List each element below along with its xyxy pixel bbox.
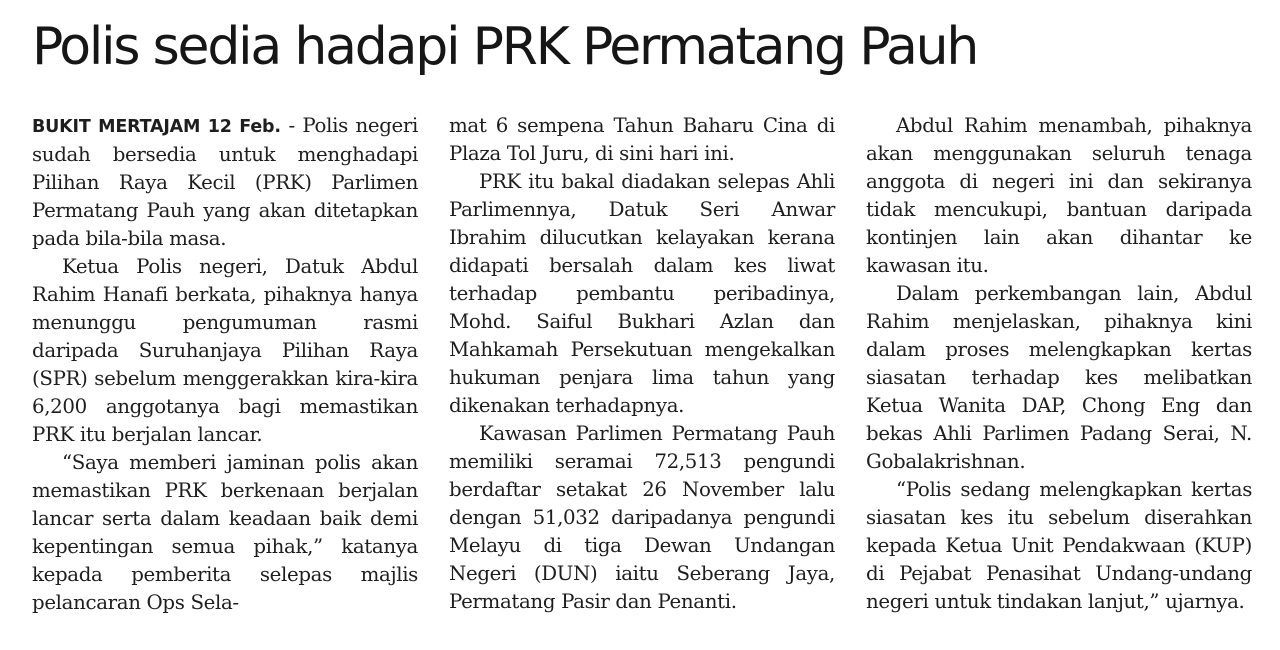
- paragraph: Dalam perkembangan lain, Abdul Rahim menjelaskan, pihaknya kini dalam proses melengkapkan kertas siasatan terhadap kes melibatkan Ketua Wanita DAP, Chong Eng dan bekas Ahli Parlimen Padang Serai, N. Gobalakrishnan.: [866, 282, 1252, 473]
- headline: Polis sedia hadapi PRK Permatang Pauh: [32, 17, 978, 77]
- paragraph: Abdul Rahim menambah, pihaknya akan menggunakan seluruh tenaga anggota di negeri ini dan sekiranya tidak mencukupi, bantuan daripada kontinjen lain akan dihantar ke kawasan itu.: [866, 114, 1252, 277]
- paragraph: “Polis sedang melengkapkan kertas siasatan kes itu sebelum diserahkan kepada Ketua Unit Pendakwaan (KUP) di Pejabat Penasihat Undang-undang negeri untuk tindakan lanjut,” ujarnya.: [866, 478, 1252, 613]
- column-3: [866, 112, 1252, 616]
- dateline: BUKIT MERTAJAM 12 Feb.: [32, 117, 281, 137]
- paragraph: [32, 112, 418, 253]
- paragraph: PRK itu bakal diadakan selepas Ahli Parlimennya, Datuk Seri Anwar Ibrahim dilucutkan kelayakan kerana didapati bersalah dalam kes liwat terhadap pembantu peribadinya, Mohd. Saiful Bukhari Azlan dan Mahkamah Persekutuan mengekalkan hukuman penjara lima tahun yang dikenakan terhadapnya.: [449, 170, 835, 417]
- paragraph: Ketua Polis negeri, Datuk Abdul Rahim Hanafi berkata, pihaknya hanya menunggu pengumuman rasmi daripada Suruhanjaya Pilihan Raya (SPR) sebelum menggerakkan kira-kira 6,200 anggotanya bagi memastikan PRK itu berjalan lancar.: [32, 255, 418, 446]
- paragraph: Kawasan Parlimen Permatang Pauh memiliki seramai 72,513 pengundi berdaftar setakat 26 November lalu dengan 51,032 daripadanya pengundi Melayu di tiga Dewan Undangan Negeri (DUN) iaitu Seberang Jaya, Permatang Pasir dan Penanti.: [449, 422, 835, 613]
- paragraph-text: - Polis negeri sudah bersedia untuk menghadapi Pilihan Raya Kecil (PRK) Parlimen Permatang Pauh yang akan ditetapkan pada bila-bila masa.: [32, 114, 419, 250]
- column-1: [32, 112, 418, 617]
- column-2: [449, 112, 835, 616]
- paragraph: “Saya memberi jaminan polis akan memastikan PRK berkenaan berjalan lancar serta dalam keadaan baik demi kepentingan semua pihak,” katanya kepada pemberita selepas majlis pelancaran Ops Sela-: [32, 451, 418, 614]
- paragraph: mat 6 sempena Tahun Baharu Cina di Plaza Tol Juru, di sini hari ini.: [449, 114, 835, 165]
